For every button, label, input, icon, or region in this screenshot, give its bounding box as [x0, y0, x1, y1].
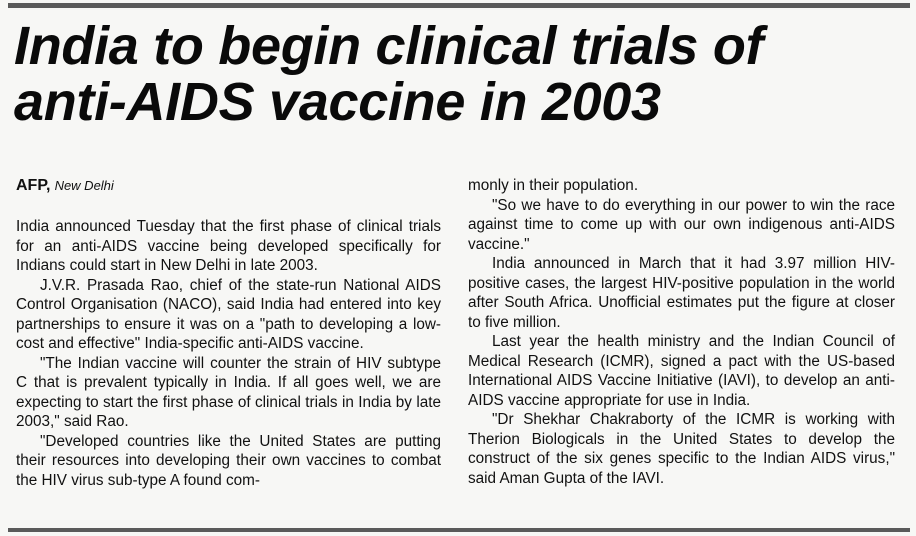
headline-line-2: anti-AIDS vaccine in 2003: [14, 72, 661, 132]
article-column-right: [468, 176, 895, 488]
headline-line-1: India to begin clinical trials of: [14, 16, 764, 76]
byline-agency: AFP,: [16, 177, 51, 194]
byline-location: New Delhi: [54, 178, 114, 193]
paragraph: monly in their population.: [468, 177, 639, 194]
bottom-rule: [8, 528, 910, 532]
paragraph: "Dr Shekhar Chakraborty of the ICMR is working with Therion Biologicals in the United States to develop the construct of the six genes specific to the Indian AIDS virus," said Aman Gupta of the IAVI.: [468, 411, 895, 487]
paragraph: India announced in March that it had 3.97 million HIV-positive cases, the largest HIV-positive population in the world after South Africa. Unofficial estimates put the figure at closer to five million.: [468, 255, 895, 331]
paragraph: Last year the health ministry and the Indian Council of Medical Research (ICMR), signed a pact with the US-based International AIDS Vaccine Initiative (IAVI), to develop an anti-AIDS vaccine appropriate for use in India.: [468, 333, 895, 409]
paragraph: "Developed countries like the United States are putting their resources into developing their own vaccines to combat the HIV virus sub-type A found com-: [16, 432, 441, 489]
paragraph: India announced Tuesday that the first phase of clinical trials for an anti-AIDS vaccine being developed specifically for Indians could start in New Delhi in late 2003.: [16, 218, 441, 274]
top-rule: [8, 3, 910, 8]
paragraph: "The Indian vaccine will counter the strain of HIV subtype C that is prevalent typically in India. If all goes well, we are expecting to start the first phase of clinical trials in India by late 2003," said Rao.: [16, 354, 441, 430]
headline: [14, 18, 904, 130]
article-column-left: [16, 217, 441, 490]
byline: [16, 177, 114, 195]
paragraph: "So we have to do everything in our power to win the race against time to come up with our own indigenous anti-AIDS vaccine.": [468, 196, 895, 253]
paragraph: J.V.R. Prasada Rao, chief of the state-run National AIDS Control Organisation (NACO), said India had entered into key partnerships to ensure it was on a "path to developing a low-cost and effective" India-specific anti-AIDS vaccine.: [16, 276, 441, 352]
